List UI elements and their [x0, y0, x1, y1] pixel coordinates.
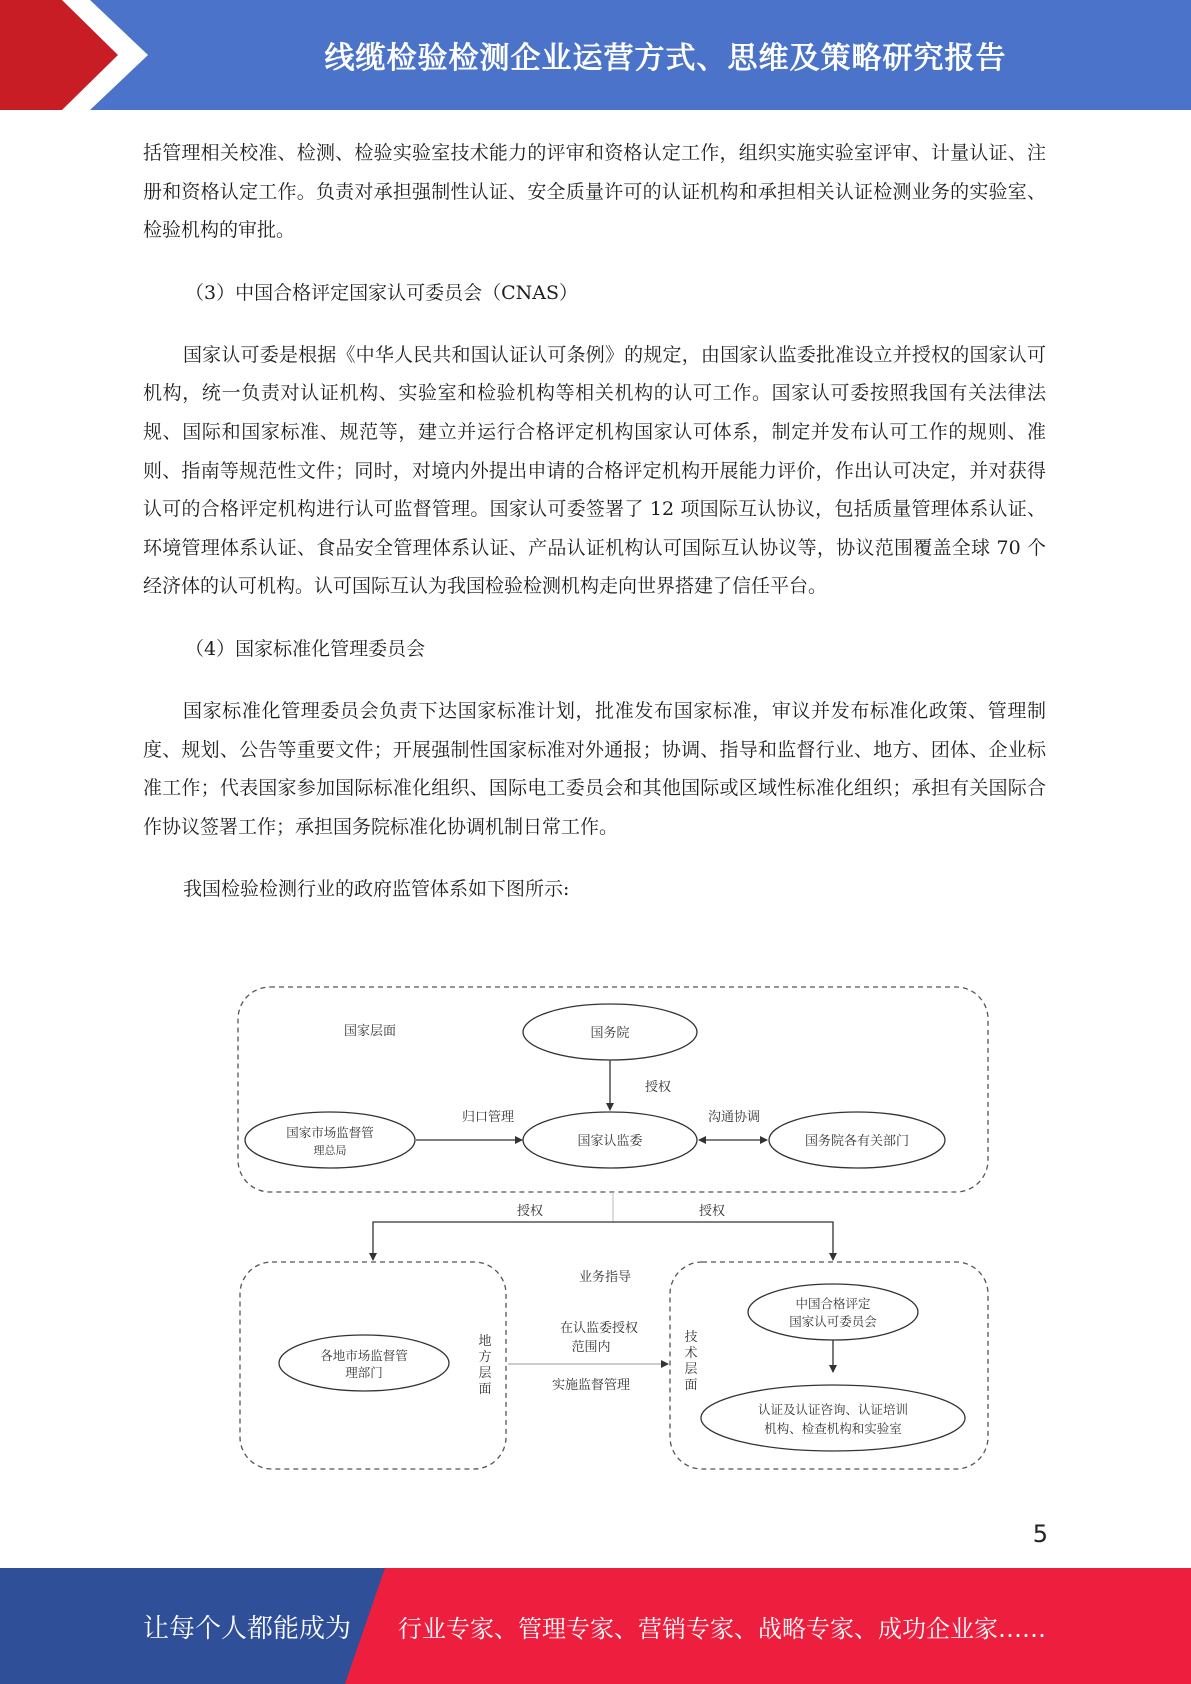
cnas-node	[748, 1284, 918, 1340]
section-heading-3: （3）中国合格评定国家认可委员会（CNAS）	[185, 281, 578, 304]
cnas-label-1: 中国合格评定	[795, 1296, 871, 1311]
diagram-svg	[236, 985, 990, 1471]
paragraph-2: 国家认可委是根据《中华人民共和国认证认可条例》的规定，由国家认监委批准设立并授权的国家认可机构，统一负责对认证机构、实验室和检验机构等相关机构的认可工作。国家认可委按照我国有关法律法规、国际和国家标准、规范等，建立并运行合格评定机构国家认可体系，制定并发布认可工作的规则、准则、指南等规范性文件；同时，对境内外提出申请的合格评定机构开展能力评价，作出认可决定，并对获得认可的合格评定机构进行认可监督管理。国家认可委签署了 12 项国际互认协议，包括质量管理体系认证、环境管理体系认证、食品安全管理体系认证、产品认证机构认可国际互认协议等，协议范围覆盖全球 70 个经济体的认可机构。认可国际互认为我国检验检测机构走向世界搭建了信任平台。	[143, 343, 1046, 598]
paragraph-4: 我国检验检测行业的政府监管体系如下图所示:	[183, 878, 570, 901]
national-level-label: 国家层面	[344, 1024, 397, 1039]
scope-label-2: 范围内	[571, 1340, 611, 1355]
tech-level-char-4: 面	[684, 1378, 698, 1393]
business-guidance-label: 业务指导	[578, 1270, 632, 1285]
goutong-label: 沟通协调	[707, 1110, 761, 1125]
state-council-label: 国务院	[590, 1026, 630, 1041]
header-arrow-decoration	[0, 0, 160, 110]
header-bar	[0, 0, 1191, 110]
orgs-label-1: 认证及认证咨询、认证培训	[757, 1402, 909, 1417]
local-level-char-3: 层	[478, 1366, 492, 1381]
tech-level-char-1: 技	[684, 1330, 698, 1345]
cnca-label: 国家认监委	[577, 1134, 643, 1149]
local-level-char-1: 地	[478, 1334, 492, 1349]
scope-label-1: 在认监委授权	[559, 1321, 639, 1336]
local-level-char-2: 方	[478, 1350, 492, 1365]
authorize-arrow-left	[373, 1222, 613, 1260]
departments-label: 国务院各有关部门	[804, 1134, 910, 1149]
cnas-label-2: 国家认可委员会	[789, 1314, 877, 1329]
authorize-arrow-right	[613, 1222, 833, 1260]
main-content	[143, 134, 1046, 909]
report-title: 线缆检验检测企业运营方式、思维及策略研究报告	[324, 41, 1007, 76]
paragraph-1: 括管理相关校准、检测、检验实验室技术能力的评审和资格认定工作，组织实施实验室评审、计量认证、注册和资格认定工作。负责对承担强制性认证、安全质量许可的认证机构和承担相关认证检测业务的实验室、检验机构的审批。	[143, 142, 1046, 242]
local-market-label-2: 理部门	[345, 1365, 383, 1380]
page-number: 5	[1032, 1520, 1048, 1548]
authorize-label-left: 授权	[516, 1204, 544, 1219]
paragraph-3: 国家标准化管理委员会负责下达国家标准计划，批准发布国家标准，审议并发布标准化政策、管理制度、规划、公告等重要文件；开展强制性国家标准对外通报；协调、指导和监督行业、地方、团体、企业标准工作；代表国家参加国际标准化组织、国际电工委员会和其他国际或区域性标准化组织；承担有关国际合作协议签署工作；承担国务院标准化协调机制日常工作。	[143, 699, 1046, 838]
tech-level-char-2: 术	[684, 1346, 698, 1361]
regulatory-system-diagram	[236, 985, 990, 1471]
samr-label-1: 国家市场监督管	[286, 1125, 374, 1140]
supervise-label: 实施监督管理	[551, 1378, 631, 1393]
section-heading-4: （4）国家标准化管理委员会	[185, 637, 426, 660]
footer-slogan-left: 让每个人都能成为	[143, 1613, 352, 1644]
samr-label-2: 理总局	[313, 1144, 347, 1157]
guikou-label: 归口管理	[461, 1110, 515, 1125]
footer-slogan-right: 行业专家、管理专家、营销专家、战略专家、成功企业家……	[398, 1614, 1046, 1643]
authorize-label-top: 授权	[644, 1080, 672, 1095]
local-level-char-4: 面	[478, 1382, 492, 1397]
local-market-node	[279, 1335, 449, 1391]
tech-level-char-3: 层	[684, 1362, 698, 1377]
orgs-label-2: 机构、检查机构和实验室	[764, 1421, 902, 1436]
orgs-node	[701, 1385, 965, 1451]
authorize-label-right: 授权	[698, 1204, 726, 1219]
local-market-label-1: 各地市场监督管	[320, 1348, 408, 1363]
footer-bar	[0, 1568, 1191, 1684]
samr-node	[245, 1112, 415, 1168]
